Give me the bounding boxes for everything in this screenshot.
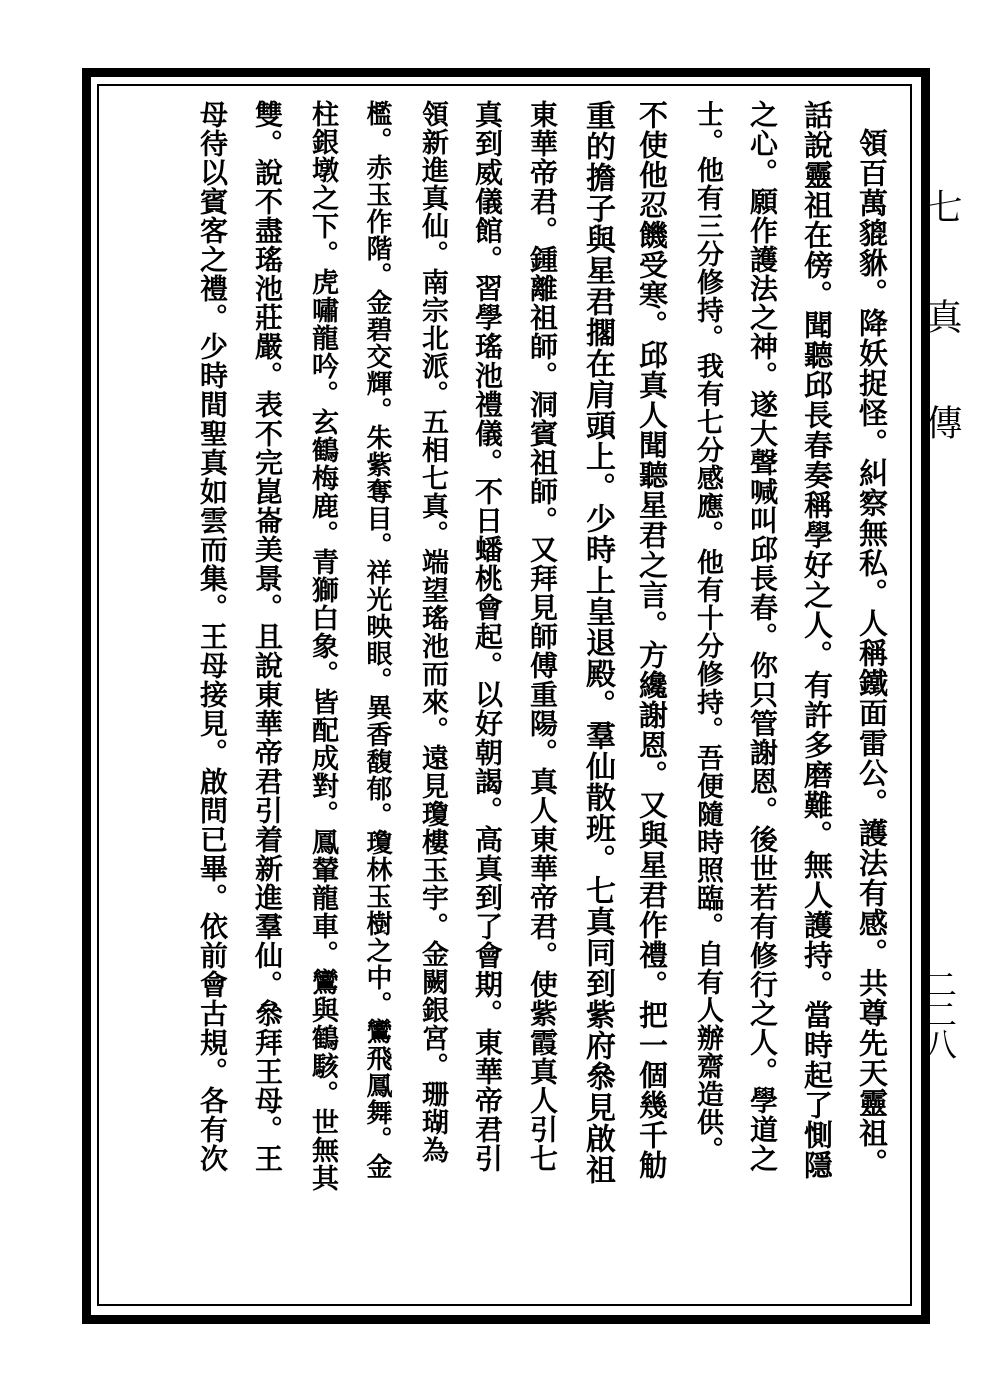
text-column: 話說靈祖在傍。聞聽邱長春奏稱學好之人。有許多磨難。無人護持。當時起了惻隱 (800, 100, 834, 1180)
text-column: 領百萬貔貅。降妖捉怪。糾察無私。人稱鐵面雷公。護法有感。共尊先天靈祖。 (855, 128, 889, 1178)
book-title-char: 七 (921, 188, 962, 224)
text-column: 領新進真仙。南宗北派。五相七真。端望瑤池而來。遠見瓊樓玉宇。金闕銀宮。珊瑚為 (417, 100, 448, 1164)
text-column: 檻。赤玉作階。金碧交輝。朱紫奪目。祥光映眼。異香馥郁。瓊林玉樹之中。鸞飛鳳舞。金 (362, 100, 392, 1180)
book-title-char: 傳 (921, 404, 962, 440)
page-number: 二二八 (920, 968, 958, 1058)
text-column: 柱銀墩之下。虎嘯龍吟。玄鶴梅鹿。青獅白象。皆配成對。鳳輦龍車。鸞與鶴駭。世無其 (307, 100, 338, 1192)
text-column: 東華帝君。鍾離祖師。洞賓祖師。又拜見師傅重陽。真人東華帝君。使紫霞真人引七 (526, 100, 559, 1173)
text-column: 之心。願作護法之神。遂大聲喊叫邱長春。你只管謝恩。後世若有修行之人。學道之 (746, 100, 779, 1173)
text-column: 不使他忍饑受寒。邱真人聞聽星君之言。方纔謝恩。又與星君作禮。把一個幾千觔 (635, 100, 669, 1180)
text-column: 雙。說不盡瑤池莊嚴。表不完崑崙美景。且說東華帝君引着新進羣仙。叅拜王母。王 (251, 100, 284, 1173)
text-column: 重的擔子與星君擱在肩頭上。少時上皇退殿。羣仙散班。七真同到紫府叅見啟祖 (580, 100, 615, 1185)
text-column: 真到威儀館。習學瑤池禮儀。不日蟠桃會起。以好朝謁。高真到了會期。東華帝君引 (471, 100, 504, 1173)
book-title-char: 真 (921, 298, 962, 334)
text-column: 母待以賓客之禮。少時間聖真如雲而集。王母接見。啟問已畢。依前會古規。各有次 (196, 100, 229, 1173)
text-column: 士。他有三分修持。我有七分感應。他有十分修持。吾便隨時照臨。自有人辦齋造供。 (692, 100, 723, 1164)
